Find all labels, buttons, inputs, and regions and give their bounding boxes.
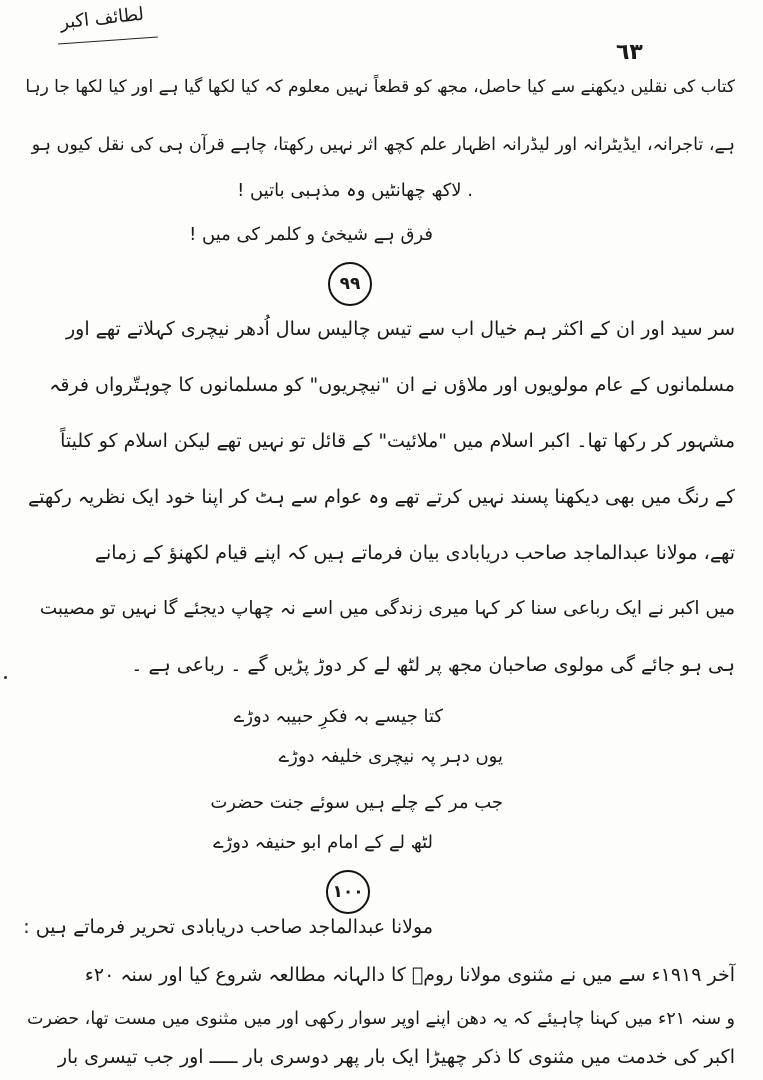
verse-line: جب مر کے چلے ہیں سوئے جنت حضرت [210, 792, 503, 813]
paragraph-line: میں اکبر نے ایک رباعی سنا کر کہا میری زندگی میں اسے نہ چھاپ دیجئے گا نہیں تو مصیبت [39, 598, 735, 619]
paragraph-line: کتاب کی نقلیں دیکھنے سے کیا حاصل، مجھ کو قطعاً نہیں معلوم کہ کیا لکھا گیا ہے اور کیا لکھا جا رہا [25, 77, 735, 97]
paragraph-line: کے رنگ میں بھی دیکھنا پسند نہیں کرتے تھے وہ عوام سے ہٹ کر اپنا خود ایک نظریہ رکھتے [27, 486, 735, 508]
verse-line: . لاکھ چھانٹیں وہ مذہبی باتیں ! [237, 180, 473, 201]
section-number-99: ٩٩ [328, 262, 372, 306]
verse-line: یوں دہر پہ نیچری خلیفہ دوڑے [278, 746, 503, 767]
section-number-100: ١٠٠ [326, 870, 370, 914]
verse-line: لٹھ لے کے امام ابو حنیفہ دوڑے [213, 832, 433, 853]
paragraph-line: ہی ہو جائے گی مولوی صاحبان مجھ پر لٹھ لے کر دوڑ پڑیں گے ۔ رباعی ہے ۔ [131, 654, 735, 676]
paragraph-line: مسلمانوں کے عام مولویوں اور ملاؤں نے ان "نیچریوں" کو مسلمانوں کا چوہتّرواں فرقہ [49, 374, 735, 396]
verse-line: کتا جیسے بہ فکرِ حبیبہ دوڑے [233, 706, 443, 727]
paragraph-line: اکبر کی خدمت میں مثنوی کا ذکر چھیڑا ایک بار پھر دوسری بار ـــــ اور جب تیسری بار [57, 1046, 735, 1068]
running-header-title: لطائف اکبر [59, 3, 145, 34]
paragraph-line: و سنہ ۲۱ء میں کہنا چاہیئے کہ یہ دھن اپنے اوپر سوار رکھی اور میں مثنوی میں مست تھا، حضرت [27, 1009, 735, 1029]
paragraph-line: مشہور کر رکھا تھا۔ اکبر اسلام میں "ملائیت" کے قائل تو نہیں تھے لیکن اسلام کو کلیتاً [60, 430, 735, 452]
header-underline [58, 37, 158, 45]
paragraph-line: سر سید اور ان کے اکثر ہم خیال اب سے تیس چالیس سال اُدھر نیچری کہلاتے تھے اور [65, 318, 735, 340]
scan-speck [4, 676, 7, 679]
paragraph-line: مولانا عبدالماجد صاحب دریابادی تحریر فرماتے ہیں : [23, 916, 433, 938]
paragraph-line: ہے، تاجرانہ، ایڈیٹرانہ اور لیڈرانہ اظہار علم کچھ اثر نہیں رکھتا، چاہے قرآن ہی کی نقل کیوں ہو [31, 135, 735, 155]
verse-line: فرق ہے شیخیٔ و کلمر کی میں ! [189, 224, 433, 245]
paragraph-line: آخر ۱۹۱۹ء سے میں نے مثنوی مولانا رومؒ کا دالہانہ مطالعہ شروع کیا اور سنہ ۲۰ء [84, 964, 735, 986]
page-number: ٦٣ [616, 40, 643, 65]
paragraph-line: تھے، مولانا عبدالماجد صاحب دریابادی بیان فرماتے ہیں کہ اپنے قیام لکھنؤ کے زمانے [94, 542, 735, 564]
